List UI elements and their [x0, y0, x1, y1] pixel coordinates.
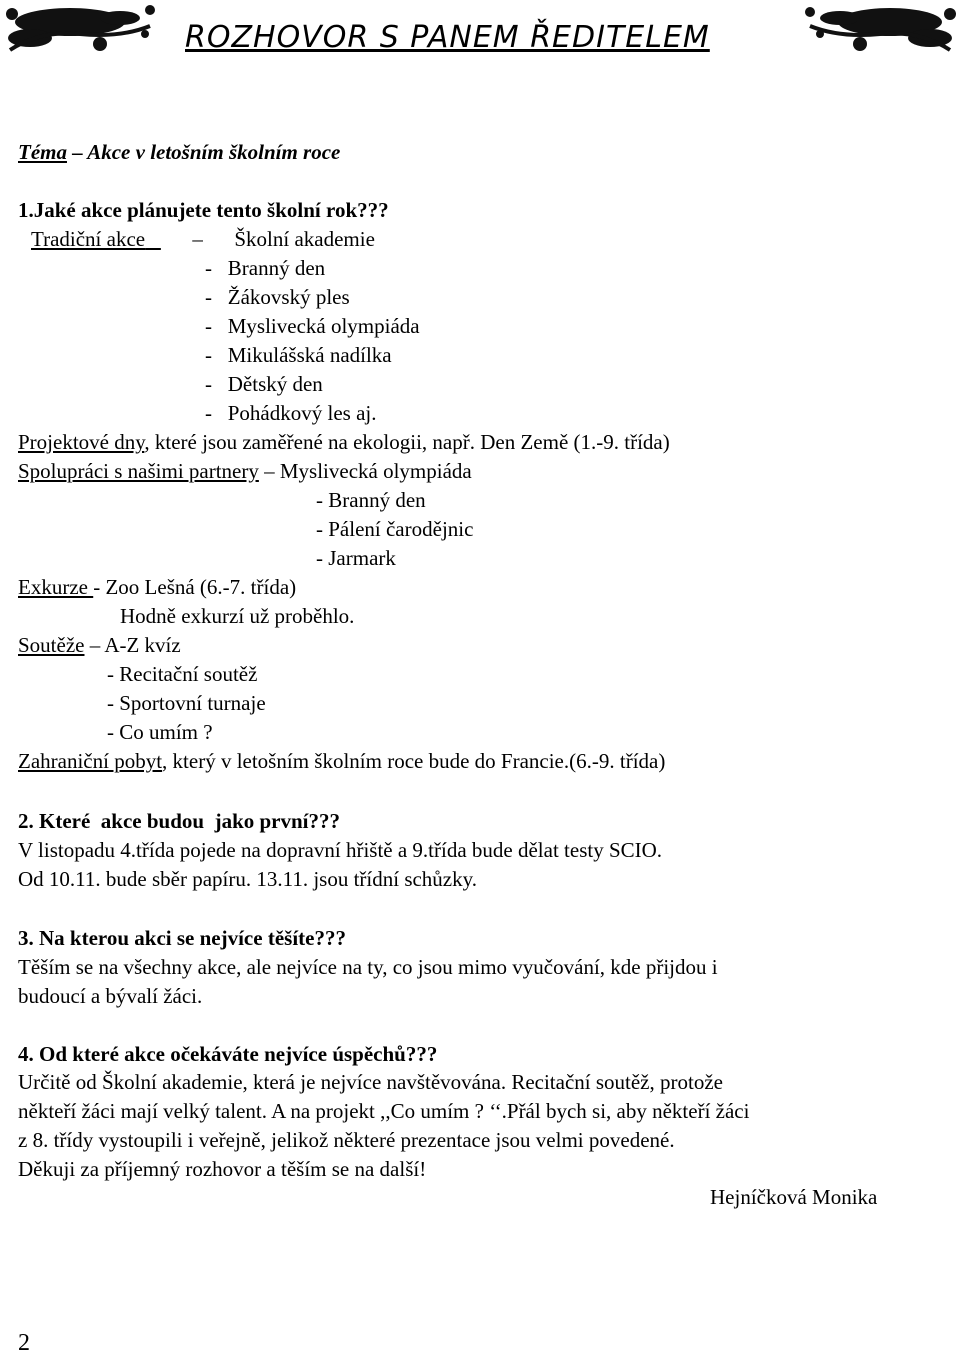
topic-dash: – — [72, 140, 83, 164]
traditional-item: - Branný den — [205, 256, 326, 280]
partners-item: - Branný den — [316, 488, 426, 512]
partners-label: Spolupráci s našimi partnery — [18, 459, 259, 483]
projects-label: Projektové dny — [18, 430, 145, 454]
answer-3-line: Těším se na všechny akce, ale nejvíce na ty, co jsou mimo vyučování, kde přijdou i — [18, 955, 718, 979]
souteze-line — [18, 632, 181, 658]
exkurze-line — [18, 574, 296, 600]
question-1: 1.Jaké akce plánujete tento školní rok??? — [18, 198, 389, 222]
zahranicni-text: , který v letošním školním roce bude do Francie.(6.-9. třída) — [162, 749, 666, 773]
projects-line — [18, 429, 670, 455]
question-3: 3. Na kterou akci se nejvíce těšíte??? — [18, 926, 346, 950]
souteze-item: - Sportovní turnaje — [107, 691, 266, 715]
souteze-item: - Co umím ? — [107, 720, 213, 744]
topic-line — [18, 139, 340, 165]
traditional-label: Tradiční akce — [31, 227, 146, 251]
traditional-item: - Myslivecká olympiáda — [205, 314, 420, 338]
page-number: 2 — [18, 1330, 30, 1356]
traditional-item: - Mikulášská nadílka — [205, 343, 392, 367]
question-4: 4. Od které akce očekáváte nejvíce úspěchů??? — [18, 1042, 438, 1066]
traditional-item: - Dětský den — [205, 372, 323, 396]
traditional-item: - Žákovský ples — [205, 285, 350, 309]
topic-text: Akce v letošním školním roce — [87, 140, 341, 164]
traditional-dash: – — [192, 227, 203, 251]
answer-2-line: V listopadu 4.třída pojede na dopravní hřiště a 9.třída bude dělat testy SCIO. — [18, 838, 663, 862]
answer-4-line: někteří žáci mají velký talent. A na projekt ,,Co umím ? ‘‘.Přál bych si, aby někteří žáci — [18, 1099, 750, 1123]
exkurze-note: Hodně exkurzí už proběhlo. — [120, 604, 355, 628]
partners-item: - Pálení čarodějnic — [316, 517, 474, 541]
exkurze-label: Exkurze — [18, 575, 94, 599]
answer-3-line: budoucí a bývalí žáci. — [18, 984, 203, 1008]
partners-item: - Jarmark — [316, 546, 396, 570]
answer-4-line: Určitě od Školní akademie, která je nejvíce navštěvována. Recitační soutěž, protože — [18, 1070, 723, 1094]
question-2: 2. Které akce budou jako první??? — [18, 809, 341, 833]
signature: Hejníčková Monika — [710, 1185, 878, 1209]
answer-4-line: Děkuji za příjemný rozhovor a těším se na další! — [18, 1157, 427, 1181]
souteze-first: – A-Z kvíz — [84, 633, 181, 657]
ink-splat-left-icon — [0, 0, 165, 60]
zahranicni-label: Zahraniční pobyt — [18, 749, 163, 773]
ink-splat-right-icon — [800, 0, 960, 60]
souteze-item: - Recitační soutěž — [107, 662, 258, 686]
projects-text: , které jsou zaměřené na ekologii, např. Den Země (1.-9. třída) — [144, 430, 670, 454]
topic-label: Téma — [18, 140, 67, 164]
traditional-item: Školní akademie — [234, 227, 375, 251]
answer-2-line: Od 10.11. bude sběr papíru. 13.11. jsou třídní schůzky. — [18, 867, 478, 891]
partners-first: – Myslivecká olympiáda — [258, 459, 472, 483]
partners-line — [18, 458, 472, 484]
exkurze-text: - Zoo Lešná (6.-7. třída) — [93, 575, 297, 599]
traditional-line — [31, 226, 375, 252]
zahranicni-line — [18, 748, 665, 774]
souteze-label: Soutěže — [18, 633, 85, 657]
page-title: ROZHOVOR S PANEM ŘEDITELEM — [185, 20, 710, 55]
answer-4-line: z 8. třídy vystoupili i veřejně, jelikož některé prezentace jsou velmi povedené. — [18, 1128, 675, 1152]
traditional-item: - Pohádkový les aj. — [205, 401, 377, 425]
